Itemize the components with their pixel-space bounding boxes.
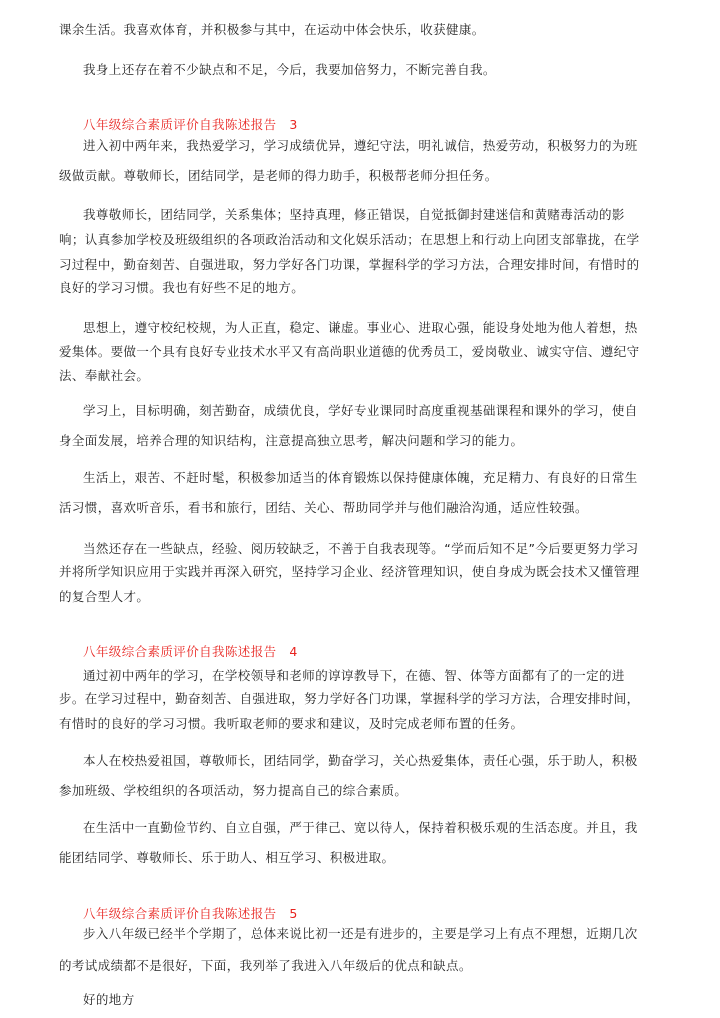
paragraph-line: 步。在学习过程中，勤奋刻苦、自强进取，努力学好各门功课，掌握科学的学习方法，合理安排时间， — [59, 691, 640, 706]
paragraph-line: 学习上，目标明确，刻苦勤奋，成绩优良，学好专业课同时高度重视基础课程和课外的学习，使自 — [83, 403, 638, 418]
paragraph-line: 生活上，艰苦、不赶时髦，积极参加适当的体育锻炼以保持健康体魄，充足精力、有良好的日常生 — [83, 470, 638, 485]
paragraph-line: 当然还存在一些缺点，经验、阅历较缺乏，不善于自我表现等。“学而后知不足”今后要更努力学习 — [83, 541, 639, 556]
paragraph-line: 步入八年级已经半个学期了，总体来说比初一还是有进步的，主要是学习上有点不理想，近期几次 — [83, 926, 638, 941]
paragraph-line: 能团结同学、尊敬师长、乐于助人、相互学习、积极进取。 — [59, 850, 395, 865]
paragraph-line: 进入初中两年来，我热爱学习，学习成绩优异，遵纪守法，明礼诚信，热爱劳动，积极努力的为班 — [83, 138, 638, 153]
paragraph-line: 好的地方 — [83, 992, 135, 1007]
paragraph-line: 有惜时的良好的学习习惯。我听取老师的要求和建议，及时完成老师布置的任务。 — [59, 716, 524, 731]
paragraph-line: 活习惯，喜欢听音乐，看书和旅行，团结、关心、帮助同学并与他们融洽沟通，适应性较强。 — [59, 500, 588, 515]
section-heading-5: 八年级综合素质评价自我陈述报告 5 — [83, 906, 298, 921]
paragraph-line: 响；认真参加学校及班级组织的各项政治活动和文化娱乐活动；在思想上和行动上向团支部靠拢，在学 — [59, 232, 640, 247]
paragraph-line: 参加班级、学校组织的各项活动，努力提高自己的综合素质。 — [59, 783, 408, 798]
paragraph-line: 通过初中两年的学习，在学校领导和老师的谆谆教导下，在德、智、体等方面都有了的一定的进 — [83, 668, 625, 683]
paragraph-line: 我尊敬师长，团结同学，关系集体；坚持真理，修正错误，自觉抵御封建迷信和黄赌毒活动的影 — [83, 207, 625, 222]
paragraph-line: 良好的学习习惯。我也有好些不足的地方。 — [59, 280, 305, 295]
paragraph-line: 的复合型人才。 — [59, 589, 150, 604]
section-heading-3: 八年级综合素质评价自我陈述报告 3 — [83, 117, 298, 132]
paragraph-line: 级做贡献。尊敬师长，团结同学，是老师的得力助手，积极帮老师分担任务。 — [59, 168, 498, 183]
paragraph-line: 的考试成绩都不是很好，下面，我列举了我进入八年级后的优点和缺点。 — [59, 958, 472, 973]
paragraph-line: 课余生活。我喜欢体育，并积极参与其中，在运动中体会快乐，收获健康。 — [59, 22, 485, 37]
paragraph-line: 我身上还存在着不少缺点和不足，今后，我要加倍努力，不断完善自我。 — [83, 62, 496, 77]
paragraph-line: 爱集体。要做一个具有良好专业技术水平又有高尚职业道德的优秀员工，爱岗敬业、诚实守信、遵纪守 — [59, 344, 640, 359]
paragraph-line: 法、奉献社会。 — [59, 368, 150, 383]
paragraph-line: 习过程中，勤奋刻苦、自强进取，努力学好各门功课，掌握科学的学习方法，合理安排时间，有惜时的 — [59, 257, 640, 272]
paragraph-line: 在生活中一直勤俭节约、自立自强，严于律己、宽以待人，保持着积极乐观的生活态度。并且，我 — [83, 820, 638, 835]
paragraph-line: 身全面发展，培养合理的知识结构，注意提高独立思考，解决问题和学习的能力。 — [59, 433, 524, 448]
paragraph-line: 并将所学知识应用于实践并再深入研究，坚持学习企业、经济管理知识，使自身成为既会技术又懂管理 — [59, 564, 640, 579]
section-heading-4: 八年级综合素质评价自我陈述报告 4 — [83, 644, 298, 659]
paragraph-line: 本人在校热爱祖国，尊敬师长，团结同学，勤奋学习，关心热爱集体，责任心强，乐于助人，积极 — [83, 753, 638, 768]
paragraph-line: 思想上，遵守校纪校规，为人正直，稳定、谦虚。事业心、进取心强，能设身处地为他人着想，热 — [83, 320, 638, 335]
